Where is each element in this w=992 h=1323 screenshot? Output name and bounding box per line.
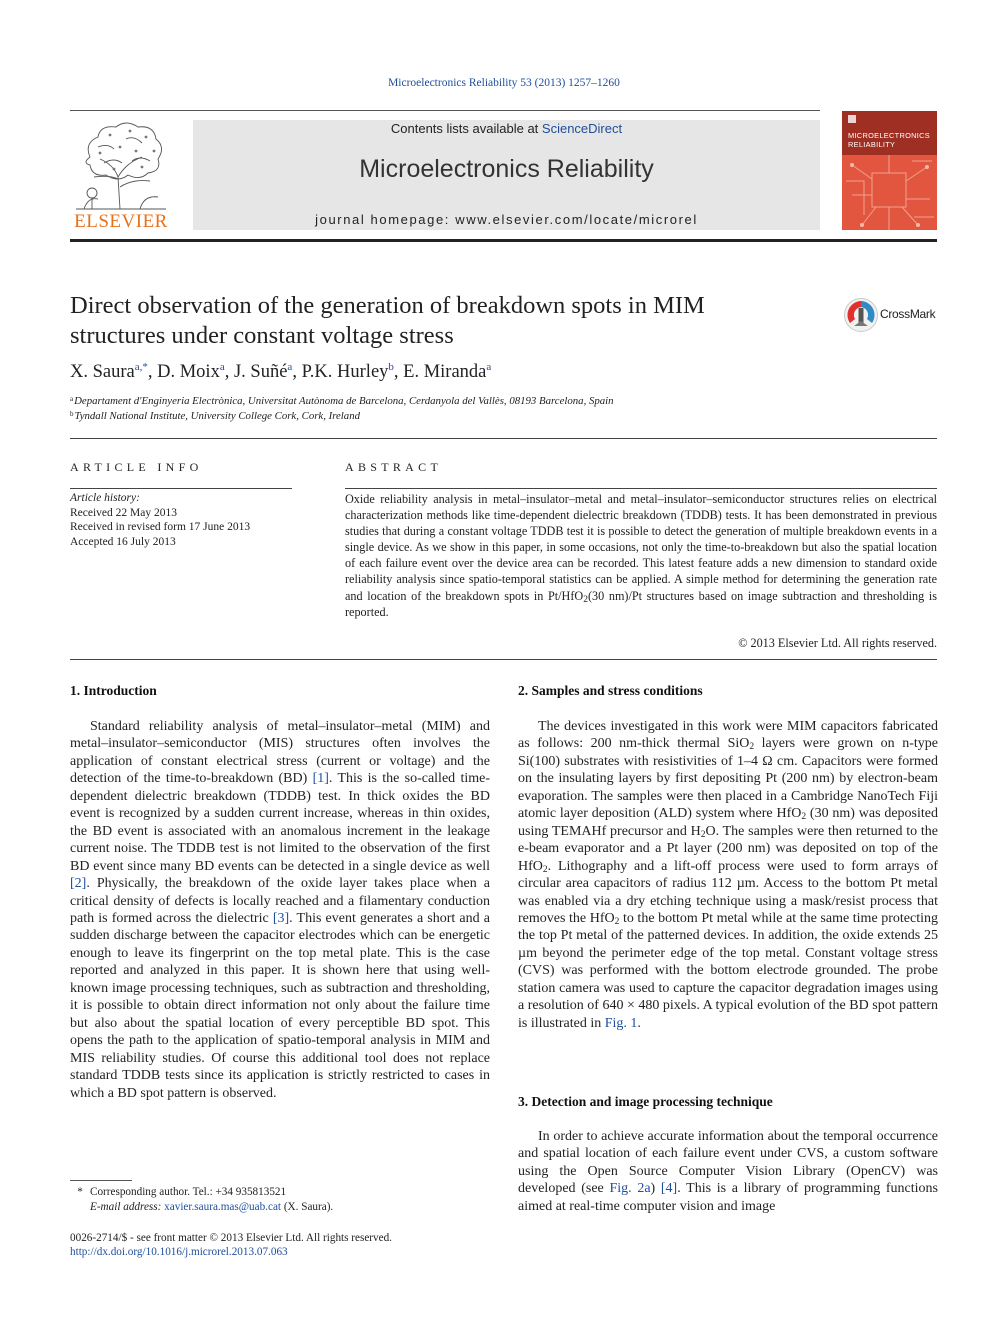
history-label: Article history: xyxy=(70,492,140,504)
abstract-subscript: 2 xyxy=(583,594,588,605)
cover-title xyxy=(848,131,934,149)
top-rule xyxy=(70,110,820,111)
affiliation-text: Tyndall National Institute, University College Cork, Cork, Ireland xyxy=(74,410,360,422)
author-affiliation-mark[interactable]: a xyxy=(219,361,225,373)
abstract-copyright: © 2013 Elsevier Ltd. All rights reserved. xyxy=(738,636,937,650)
author-name[interactable]: P.K. Hurley xyxy=(301,362,389,382)
affiliation-mark: b xyxy=(70,410,74,418)
reference-link[interactable]: [2] xyxy=(70,876,87,892)
author-name[interactable]: J. Suñé xyxy=(233,362,288,382)
crossmark-icon xyxy=(843,297,879,333)
introduction-text xyxy=(70,718,490,1102)
author-affiliation-mark[interactable]: a xyxy=(486,361,492,373)
text-run: to the bottom Pt metal while at the same time protecting the top Pt metal of the patterned devices. In addition, the oxide extends 25 µm beyond the perimeter edge of the top metal. Constant voltage stress (CVS) was performed with the bottom electrode grounded. The probe station camera was used to capture the capacitor degradation images using a resolution of 640 × 480 pixels. A typical evolution of the BD spot pattern is illustrated in xyxy=(518,910,939,1031)
header-rule xyxy=(70,239,937,242)
text-run: . This is a library of programming functions aimed at real-time computer vision and image xyxy=(518,1181,938,1214)
cover-circuit-art xyxy=(842,155,937,230)
samples-text xyxy=(518,718,938,1032)
author-separator: , xyxy=(292,362,302,382)
article-info-heading: ARTICLE INFO xyxy=(70,460,203,474)
author-list xyxy=(70,361,491,383)
article-title-line2: structures under constant voltage stress xyxy=(70,322,454,349)
text-run: layers were grown on n-type Si(100) substrates with resistivities of 1–4 Ω cm. Capacitors were formed on the insulating layers by first depositing Pt (200 nm) by electron-beam evaporation. The samples were then placed in a Cambridge NanoTech Fiji atomic layer deposition (ALD) system where HfO xyxy=(518,736,938,822)
contents-line xyxy=(193,121,820,136)
issn-line: 0026-2714/$ - see front matter © 2013 Elsevier Ltd. All rights reserved. xyxy=(70,1232,392,1244)
affiliation-mark: a xyxy=(70,395,74,403)
crossmark-label: CrossMark xyxy=(880,307,936,321)
footnote-rule xyxy=(70,1180,132,1181)
abstract-rule xyxy=(345,488,937,489)
email-note xyxy=(70,1201,333,1213)
paragraph xyxy=(518,1128,938,1215)
elsevier-logo xyxy=(70,117,172,233)
reference-link[interactable]: [3] xyxy=(272,910,290,926)
abstract-text xyxy=(345,491,937,620)
cover-title-line1: MICROELECTRONICS xyxy=(848,131,930,140)
abstract-heading: ABSTRACT xyxy=(345,460,443,474)
email-link[interactable]: xavier.saura.mas@uab.cat xyxy=(164,1201,282,1213)
abstract-part: Oxide reliability analysis in metal–insulator–metal and metal–insulator–semiconductor structures relies on electrical characterization methods like time-dependent dielectric breakdown (TDDB) tests. It has been demonstrated in previous studies that during a constant voltage TDDB test it is possible to detect the generation of multiple breakdown events in a single device. As we show in this paper, in some occasions, not only the time-to-breakdown but also the spatial location of each failure event over the device area can be recorded. This latest feature adds a new dimension to standard oxide reliability analysis since spatio-temporal statistics can be applied. A simple method for determining the generation rate and location of the breakdown spots in Pt/HfO xyxy=(345,492,937,603)
journal-citation[interactable]: Microelectronics Reliability 53 (2013) 1257–1260 xyxy=(388,77,620,89)
author-name[interactable]: X. Saura xyxy=(70,362,135,382)
text-run: . Physically, the breakdown of the oxide layer takes place when a critical density of defects is locally reached and a filamentary conduction path is formed across the dielectric xyxy=(70,876,490,926)
author-affiliation-mark[interactable]: a,* xyxy=(134,361,148,373)
journal-cover xyxy=(842,111,937,230)
abstract-bottom-rule xyxy=(70,659,937,660)
subscript: 2 xyxy=(542,864,548,875)
abstract-part: (30 nm)/Pt structures based on image subtraction and thresholding is reported. xyxy=(345,588,937,619)
text-run: ) xyxy=(650,1181,661,1197)
elsevier-tree-icon xyxy=(70,117,172,213)
author-name[interactable]: E. Miranda xyxy=(403,362,487,382)
cover-title-line2: RELIABILITY xyxy=(848,140,896,149)
affiliation-b xyxy=(70,410,360,422)
elsevier-wordmark: ELSEVIER xyxy=(74,211,168,232)
accepted-date: Accepted 16 July 2013 xyxy=(70,535,176,548)
crossmark-badge[interactable] xyxy=(843,297,943,333)
author-affiliation-mark[interactable]: b xyxy=(388,361,394,373)
sciencedirect-link[interactable]: ScienceDirect xyxy=(541,121,623,136)
footnote-mark: * xyxy=(77,1186,83,1198)
section-heading-introduction: 1. Introduction xyxy=(70,683,157,698)
article-info-rule xyxy=(70,488,292,489)
article-title xyxy=(70,291,810,351)
figure-link[interactable]: Fig. 1 xyxy=(604,1015,638,1031)
doi-link[interactable]: http://dx.doi.org/10.1016/j.microrel.2013.07.063 xyxy=(70,1246,288,1259)
figure-link[interactable]: Fig. 2a xyxy=(609,1181,651,1197)
subscript: 2 xyxy=(614,916,620,927)
text-run: Standard reliability analysis of metal–insulator–metal (MIM) and metal–insulator–semiconductor (MIS) structures often involves the application of constant electrical stress (current or voltage) and the detection of the time-to-breakdown (BD) xyxy=(70,719,490,787)
affiliation-a xyxy=(70,395,614,407)
section-heading-detection: 3. Detection and image processing technique xyxy=(518,1094,773,1109)
article-title-line1: Direct observation of the generation of breakdown spots in MIM xyxy=(70,292,705,319)
subscript: 2 xyxy=(700,829,706,840)
affiliation-text: Departament d'Enginyeria Electrònica, Universitat Autònoma de Barcelona, Cerdanyola del Vallès, 08193 Barcelona, Spain xyxy=(74,395,614,407)
reference-link[interactable]: [4] xyxy=(660,1181,678,1197)
journal-title: Microelectronics Reliability xyxy=(359,155,654,183)
paragraph xyxy=(518,718,938,1032)
text-run: In order to achieve accurate information about the temporal occurrence and spatial location of each failure event under CVS, a custom software using the Open Source Computer Vision Library (OpenCV) was developed (see xyxy=(518,1129,938,1197)
corresponding-author-note xyxy=(70,1186,286,1198)
text-run: . Lithography and a lift-off process were used to form arrays of circular area capacitors of radius 112 µm. Access to the bottom Pt metal was enabled via a dry etching technique using a mask/resist process that removes the HfO xyxy=(518,858,938,926)
revised-date: Received in revised form 17 June 2013 xyxy=(70,521,251,534)
reference-link[interactable]: [1] xyxy=(312,771,329,787)
text-run: O. The samples were then returned to the e-beam evaporator and a Pt layer (200 nm) was deposited on top of the HfO xyxy=(518,823,938,874)
author-name[interactable]: D. Moix xyxy=(157,362,220,382)
email-suffix: (X. Saura). xyxy=(281,1201,334,1213)
section-heading-samples: 2. Samples and stress conditions xyxy=(518,683,703,698)
detection-text xyxy=(518,1128,938,1215)
text-run: (30 nm) was deposited using TEMAHf precursor and H xyxy=(518,806,938,839)
text-run: . This is the so-called time-dependent dielectric breakdown (TDDB) test. In thick oxides the BD event is recognized by a sudden current increase, whereas in thin oxides, the BD event is associated with an anomalous increment in the leakage current noise. The TDDB test is not limited to the observation of the first BD event since many BD events can be detected in a single device as well xyxy=(70,771,490,874)
author-separator: , xyxy=(147,362,158,382)
author-separator: , xyxy=(224,362,234,382)
contents-prefix: Contents lists available at xyxy=(390,121,542,136)
author-separator: , xyxy=(393,362,404,382)
text-run: The devices investigated in this work were MIM capacitors fabricated as follows: 200 nm-thick thermal SiO xyxy=(518,719,938,752)
received-date: Received 22 May 2013 xyxy=(70,506,177,519)
email-label: E-mail address: xyxy=(90,1201,165,1213)
corresponding-author-text: Corresponding author. Tel.: +34 935813521 xyxy=(90,1186,287,1198)
article-history xyxy=(70,491,250,549)
journal-homepage[interactable]: journal homepage: www.elsevier.com/locate/microrel xyxy=(315,212,698,227)
subscript: 2 xyxy=(801,812,807,823)
author-affiliation-mark[interactable]: a xyxy=(287,361,293,373)
front-matter xyxy=(70,1231,392,1259)
cover-logo-mark xyxy=(848,115,856,123)
text-run: . xyxy=(637,1015,641,1031)
title-block-rule xyxy=(70,438,937,439)
subscript: 2 xyxy=(749,742,755,753)
paragraph xyxy=(70,718,490,1102)
text-run: . This event generates a short and a sudden discharge between the capacitor electrodes which can be energetic enough to leave its fingerprint on the top metal plate. This is the case reported and analyzed in this paper. It is shown here that using well-known image processing techniques, such as subtraction and thresholding, it is possible to obtain direct information not only about the failure time but also about the spatial location of every perceptible BD spot. This opens the path to the application of spatio-temporal analysis in MIM and MIS reliability studies. Of course this additional tool does not replace standard TDDB tests since its application is strictly restricted to cases in which a BD spot pattern is observed. xyxy=(70,910,490,1101)
